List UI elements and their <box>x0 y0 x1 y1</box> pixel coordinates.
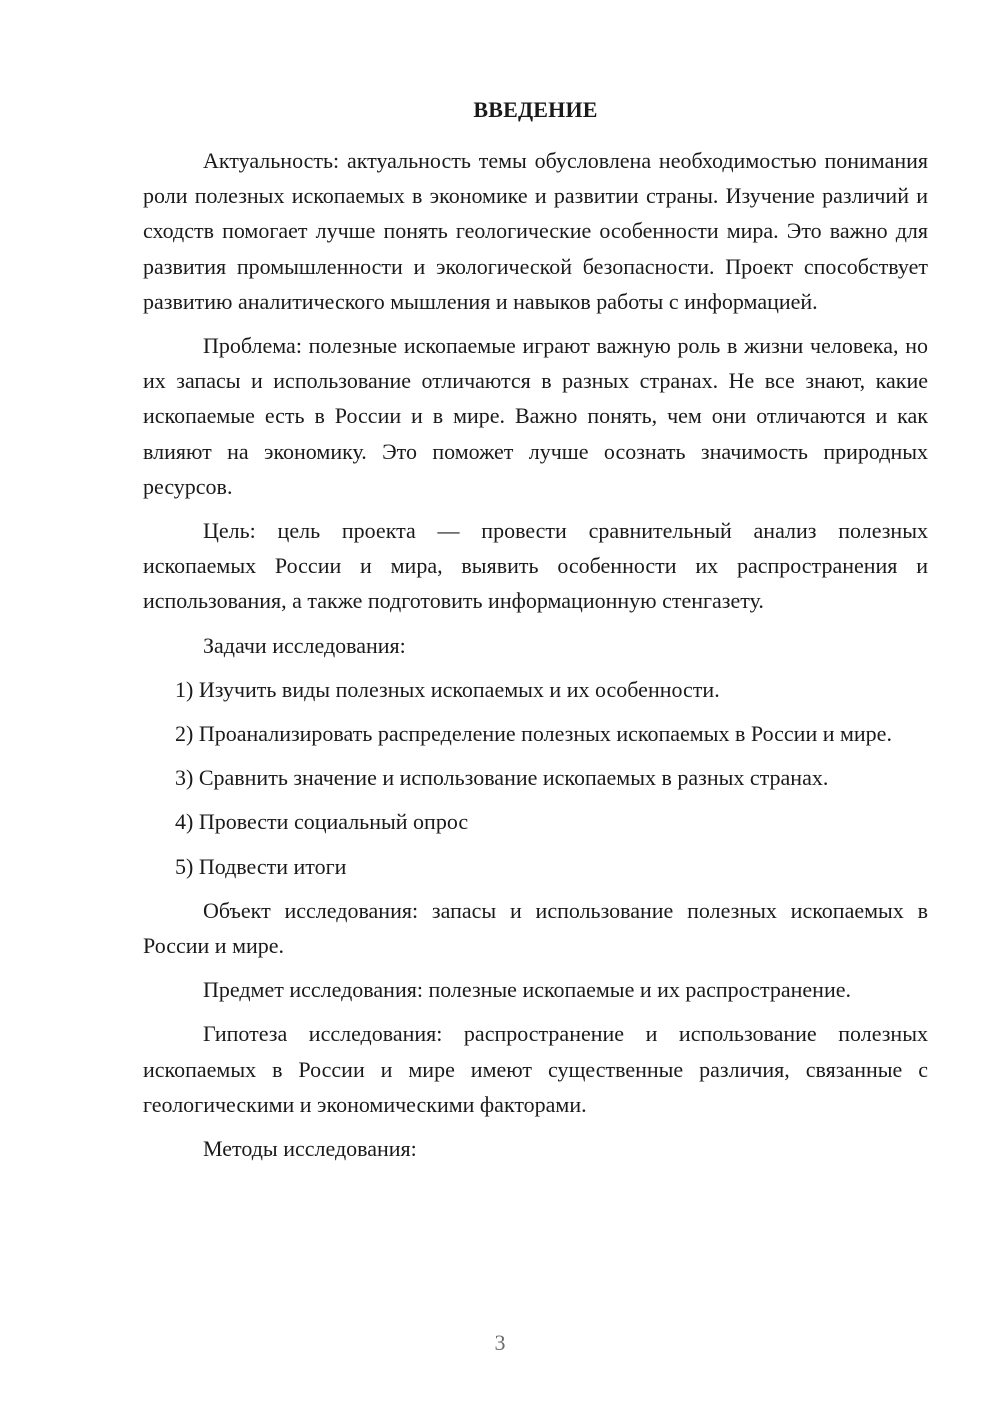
paragraph-goal: Цель: цель проекта — провести сравнительный анализ полезных ископаемых России и мира, выявить особенности их распространения и использования, а также подготовить информационную стенгазету. <box>143 518 928 614</box>
section-heading: ВВЕДЕНИЕ <box>473 97 598 122</box>
paragraph-methods: Методы исследования: <box>203 1136 417 1162</box>
paragraph-subject: Предмет исследования: полезные ископаемые и их распространение. <box>203 977 851 1003</box>
task-item-1: 1) Изучить виды полезных ископаемых и их особенности. <box>175 676 720 702</box>
task-item-4: 4) Провести социальный опрос <box>175 809 469 835</box>
paragraph-object: Объект исследования: запасы и использование полезных ископаемых в России и мире. <box>143 897 928 959</box>
task-item-3: 3) Сравнить значение и использование ископаемых в разных странах. <box>175 765 829 791</box>
task-item-2: 2) Проанализировать распределение полезных ископаемых в России и мире. <box>175 721 892 747</box>
page-number: 3 <box>494 1330 506 1355</box>
paragraph-problem: Проблема: полезные ископаемые играют важную роль в жизни человека, но их запасы и использование отличаются в разных странах. Не все знают, какие ископаемые есть в России и в мире. Важно понять, чем они отличаются и как влияют на экономику. Это поможет лучше осознать значимость природных ресурсов. <box>143 333 928 499</box>
document-page <box>143 92 928 1175</box>
tasks-title: Задачи исследования: <box>203 632 406 658</box>
paragraph-hypothesis: Гипотеза исследования: распространение и использование полезных ископаемых в России и мире имеют существенные различия, связанные с геологическими и экономическими факторами. <box>143 1021 928 1117</box>
paragraph-relevance: Актуальность: актуальность темы обусловлена необходимостью понимания роли полезных ископаемых в экономике и развитии страны. Изучение различий и сходств помогает лучше понять геологические особенности мира. Это важно для развития промышленности и экологической безопасности. Проект способствует развитию аналитического мышления и навыков работы с информацией. <box>143 148 928 314</box>
task-item-5: 5) Подвести итоги <box>175 853 347 879</box>
